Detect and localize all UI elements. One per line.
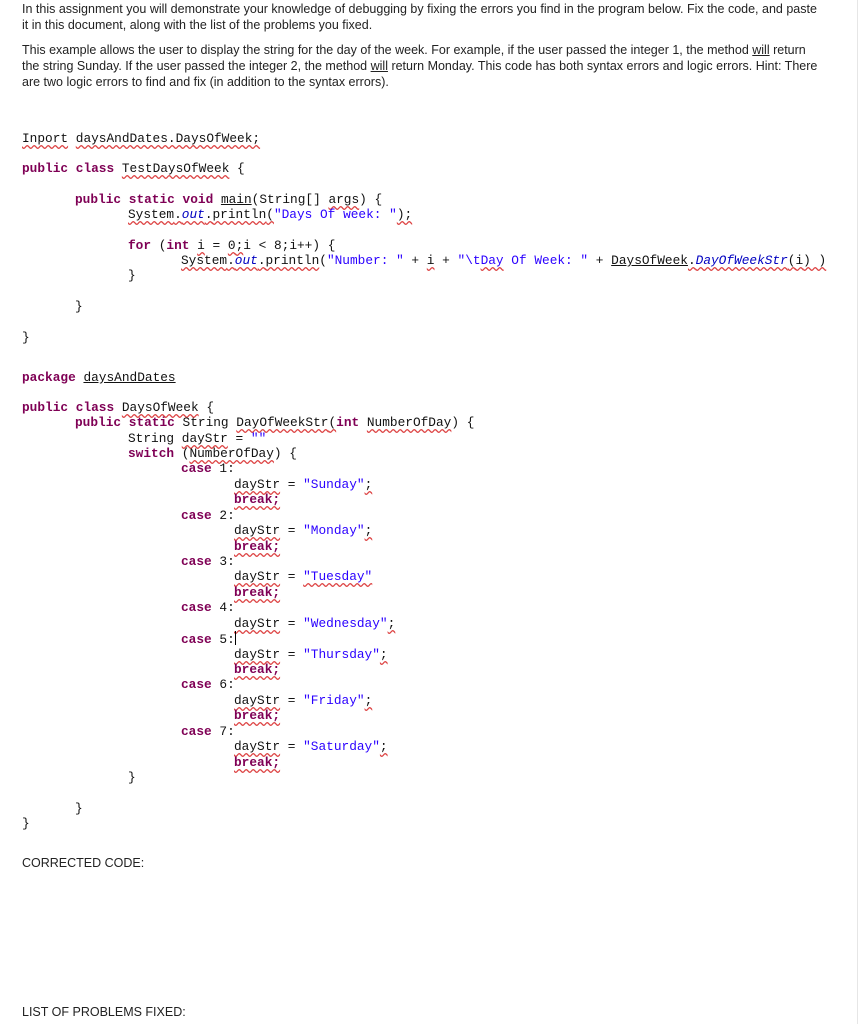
- case-1-label: case 1:: [181, 461, 235, 476]
- case-3-break: break;: [234, 585, 281, 600]
- class-close-brace: }: [22, 330, 30, 345]
- case-7-break: break;: [234, 755, 281, 770]
- days-class-declaration: public class DaysOfWeek {: [22, 400, 215, 415]
- case-7-label: case 7:: [181, 724, 235, 739]
- problems-fixed-label: LIST OF PROBLEMS FIXED:: [22, 1005, 186, 1019]
- case-5-break: break;: [234, 662, 281, 677]
- case-5-label: case 5:: [181, 632, 235, 647]
- println-header-line: System.out.println("Days Of week: ");: [128, 207, 413, 222]
- case-7-assign: dayStr = "Saturday";: [234, 739, 388, 754]
- println-loop-line: System.out.println("Number: " + i + "\tDay Of Week: " + DaysOfWeek.DayOfWeekStr(i) ): [181, 253, 827, 268]
- case-4-label: case 4:: [181, 600, 235, 615]
- daystr-declaration: String dayStr = "": [128, 431, 267, 446]
- class2-close-brace: }: [22, 816, 30, 831]
- case-3-label: case 3:: [181, 554, 235, 569]
- switch-close-brace: }: [128, 770, 136, 785]
- intro-paragraph-2: This example allows the user to display the string for the day of the week. For example, if the user passed the integer 1, the method will return the string Sunday. If the user passed the integer 2, the method will return Monday. This code has both syntax errors and logic errors. Hint: There are two logic errors to find and fix (in addition to the syntax errors).: [22, 43, 818, 89]
- case-6-label: case 6:: [181, 677, 235, 692]
- case-2-label: case 2:: [181, 508, 235, 523]
- corrected-code-label: CORRECTED CODE:: [22, 856, 145, 870]
- intro-paragraph-1: In this assignment you will demonstrate your knowledge of debugging by fixing the errors you find in the program below. Fix the code, and paste it in this document, along with the list of the problems you fixed.: [22, 2, 817, 32]
- case-3-assign: dayStr = "Tuesday": [234, 569, 373, 584]
- for-close-brace: }: [128, 268, 136, 283]
- package-line: package daysAndDates: [22, 370, 176, 385]
- main-method-declaration: public static void main(String[] args) {: [75, 192, 383, 207]
- for-loop-line: for (int i = 0;i < 8;i++) {: [128, 238, 336, 253]
- method-close-brace: }: [75, 801, 83, 816]
- case-1-assign: dayStr = "Sunday";: [234, 477, 373, 492]
- case-6-break: break;: [234, 708, 281, 723]
- case-2-break: break;: [234, 539, 281, 554]
- case-2-assign: dayStr = "Monday";: [234, 523, 373, 538]
- case-4-assign: dayStr = "Wednesday";: [234, 616, 396, 631]
- method-declaration: public static String DayOfWeekStr(int NumberOfDay) {: [75, 415, 475, 430]
- import-line: Inport daysAndDates.DaysOfWeek;: [22, 131, 261, 146]
- text-cursor: [235, 631, 236, 645]
- main-close-brace: }: [75, 299, 83, 314]
- case-6-assign: dayStr = "Friday";: [234, 693, 373, 708]
- test-class-declaration: public class TestDaysOfWeek {: [22, 161, 245, 176]
- switch-line: switch (NumberOfDay) {: [128, 446, 297, 461]
- case-1-break: break;: [234, 492, 281, 507]
- case-5-assign: dayStr = "Thursday";: [234, 647, 388, 662]
